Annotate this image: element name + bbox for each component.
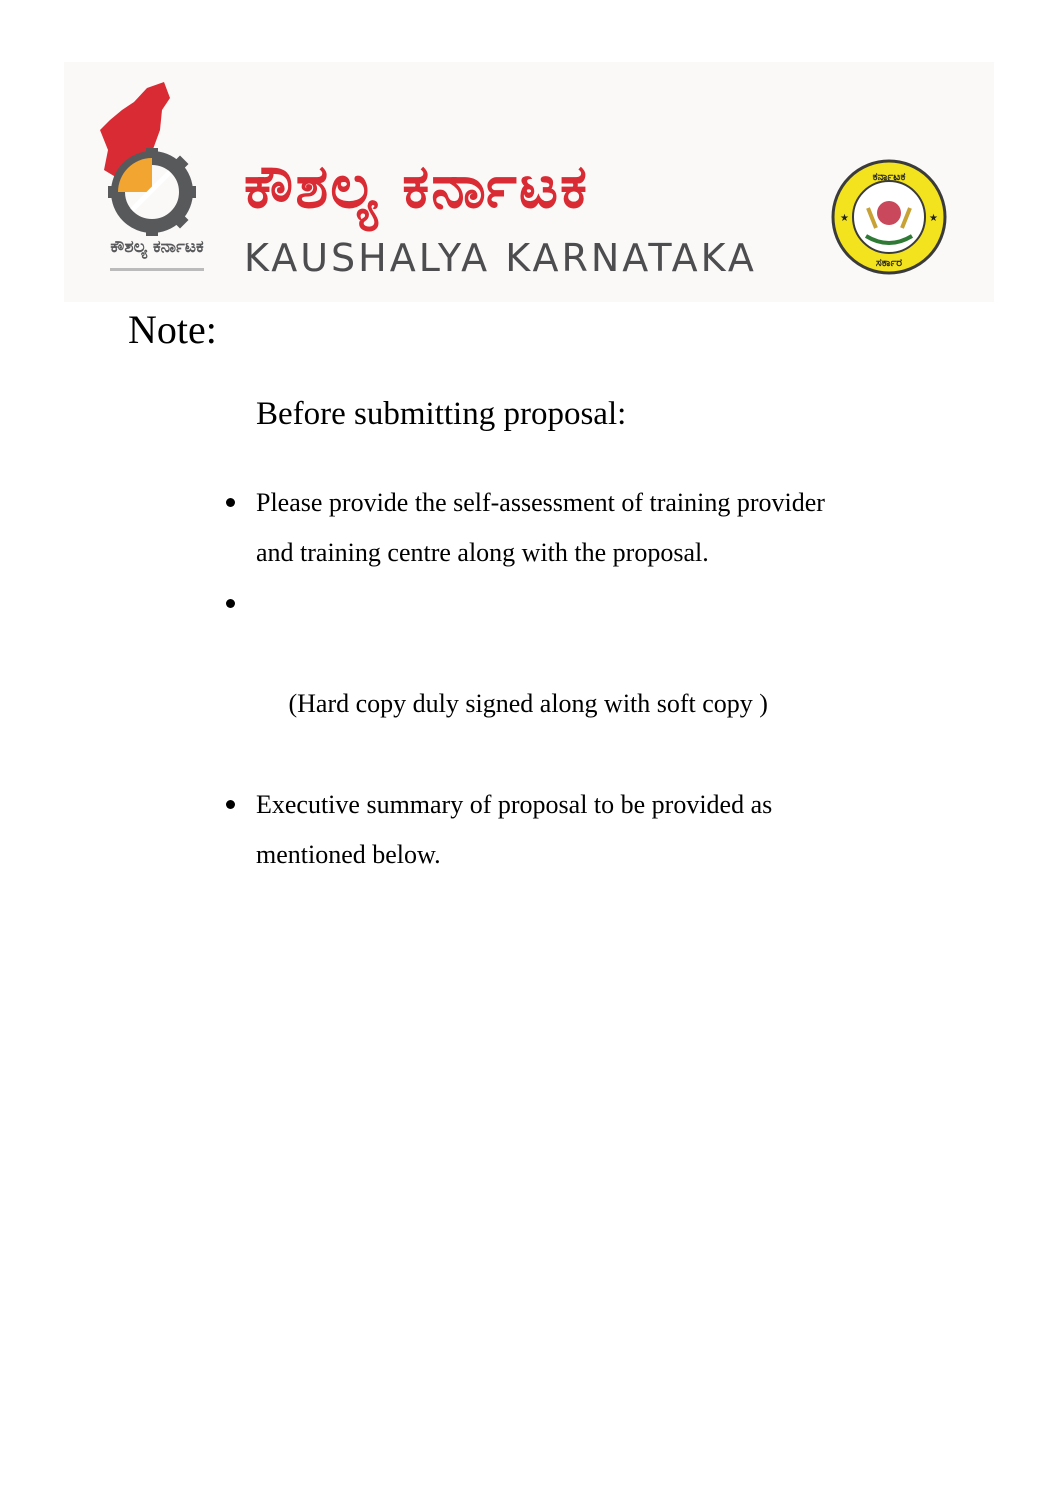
brand-name-english: KAUSHALYA KARNATAKA bbox=[244, 236, 757, 280]
list-item bbox=[222, 780, 862, 880]
note-bullet-list bbox=[222, 478, 862, 880]
bullet-icon bbox=[226, 800, 235, 809]
list-item-text: Executive summary of proposal to be provided as mentioned below. bbox=[256, 790, 773, 869]
note-subtitle: Before submitting proposal: bbox=[256, 396, 627, 432]
list-item bbox=[222, 478, 862, 578]
list-item bbox=[222, 579, 862, 779]
brand-name-kannada: ಕೌಶಲ್ಯ ಕರ್ನಾಟಕ bbox=[244, 152, 590, 222]
logo-text: ಕೌಶಲ್ಯ ಕರ್ನಾಟಕ bbox=[110, 237, 204, 257]
list-item-text: (Hard copy duly signed along with soft copy ) bbox=[282, 689, 768, 718]
note-heading: Note: bbox=[128, 307, 217, 352]
karnataka-government-seal bbox=[830, 158, 948, 276]
seal-text-top: ಕರ್ನಾಟಕ bbox=[872, 170, 906, 183]
star-icon: ★ bbox=[929, 213, 938, 224]
star-icon: ★ bbox=[840, 213, 849, 224]
bullet-icon bbox=[226, 599, 235, 608]
kaushalya-karnataka-logo bbox=[92, 80, 222, 285]
bullet-icon bbox=[226, 498, 235, 507]
seal-text-bottom: ಸರ್ಕಾರ bbox=[875, 256, 903, 269]
list-item-text: Please provide the self-assessment of training provider and training centre along with the proposal. bbox=[256, 488, 825, 567]
header-banner bbox=[64, 62, 994, 302]
